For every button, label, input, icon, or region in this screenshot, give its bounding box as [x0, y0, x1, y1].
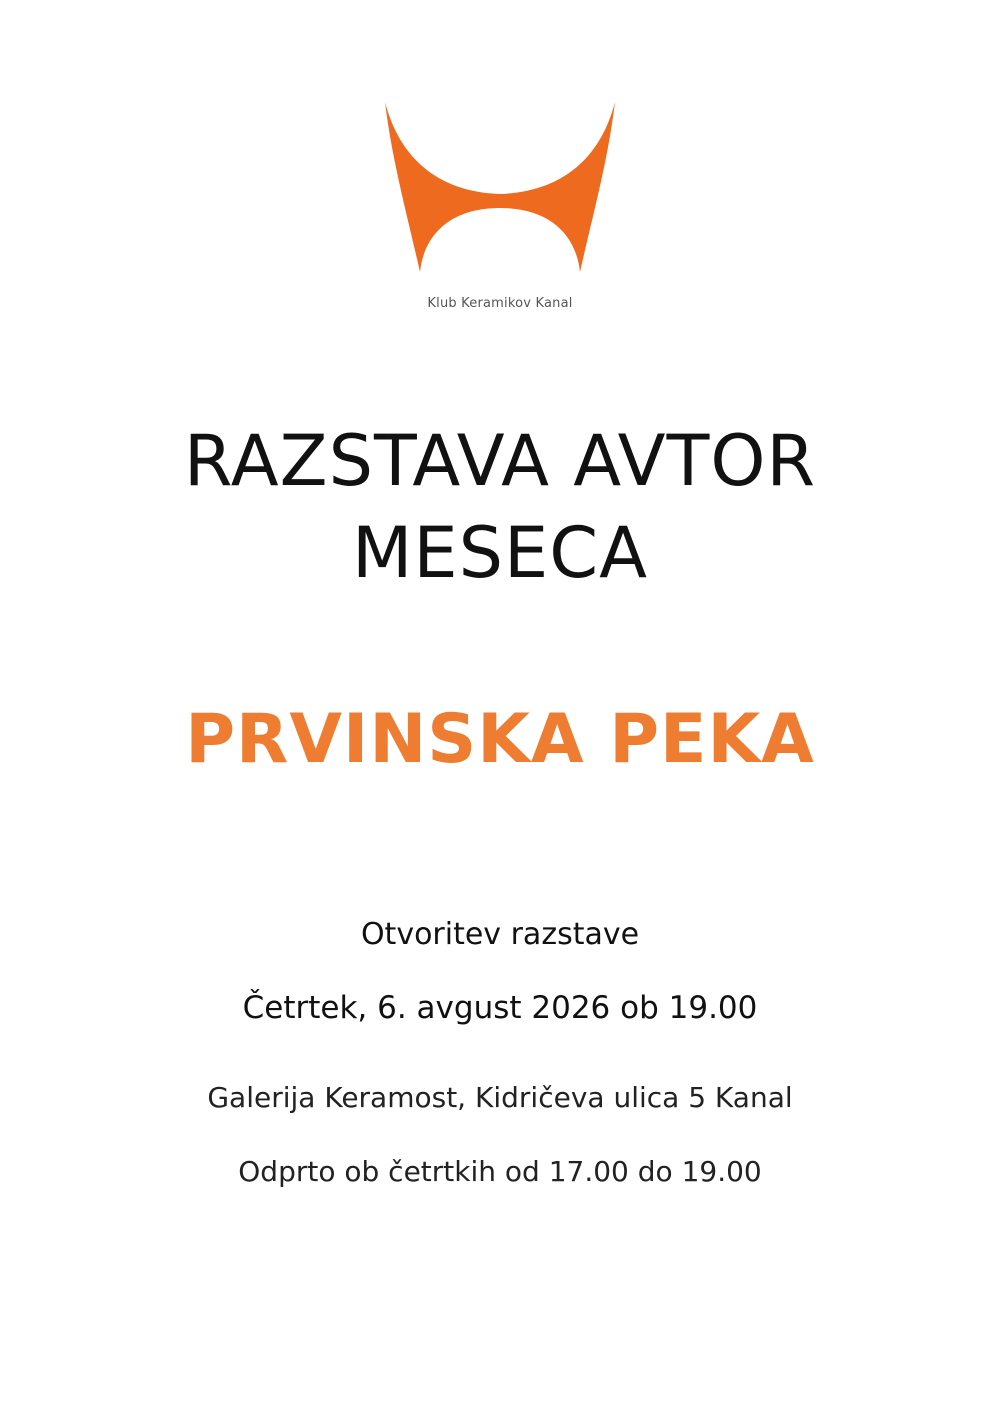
opening-date-time: Četrtek, 6. avgust 2026 ob 19.00	[242, 990, 758, 1026]
opening-hours: Odprto ob četrtkih od 17.00 do 19.00	[238, 1155, 762, 1188]
opening-label: Otvoritev razstave	[360, 917, 640, 952]
poster-title-line-1: RAZSTAVA AVTOR	[183, 420, 817, 502]
poster-title	[0, 415, 1000, 599]
poster-title-line-2: MESECA	[351, 512, 649, 594]
club-logo-icon	[380, 100, 620, 275]
gallery-location: Galerija Keramost, Kidričeva ulica 5 Kanal	[207, 1081, 793, 1114]
exhibition-name: PRVINSKA PEKA	[185, 700, 815, 779]
club-name: Klub Keramikov Kanal	[427, 296, 573, 311]
